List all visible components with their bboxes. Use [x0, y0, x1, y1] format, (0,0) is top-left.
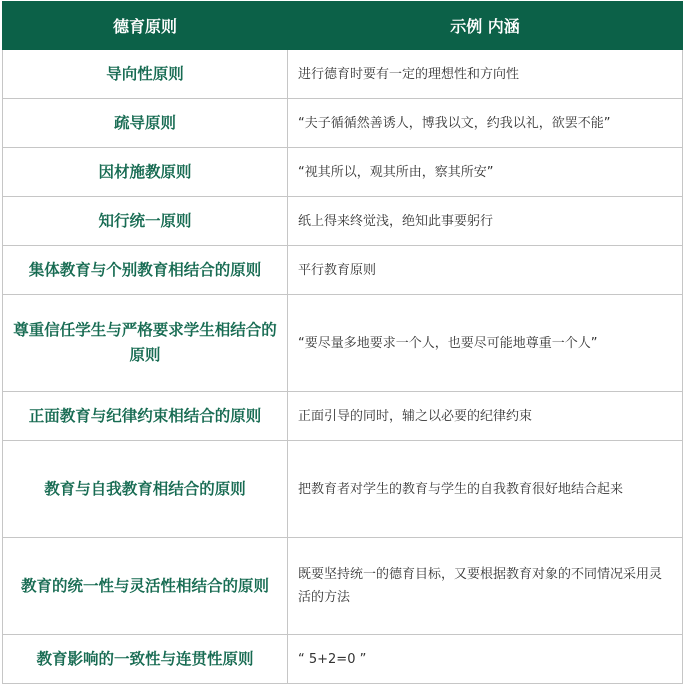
table-row [3, 441, 683, 538]
table-row [3, 246, 683, 295]
principle-cell: 疏导原则 [3, 99, 288, 148]
example-cell: 把教育者对学生的教育与学生的自我教育很好地结合起来 [288, 441, 683, 538]
table-row [3, 99, 683, 148]
principle-cell: 教育的统一性与灵活性相结合的原则 [3, 538, 288, 635]
principle-cell: 教育与自我教育相结合的原则 [3, 441, 288, 538]
table-row [3, 197, 683, 246]
principle-cell: 尊重信任学生与严格要求学生相结合的原则 [3, 295, 288, 392]
table-row [3, 635, 683, 684]
principle-cell: 导向性原则 [3, 50, 288, 99]
table-row [3, 295, 683, 392]
principle-cell: 教育影响的一致性与连贯性原则 [3, 635, 288, 684]
header-principle: 德育原则 [3, 2, 288, 50]
principle-cell: 集体教育与个别教育相结合的原则 [3, 246, 288, 295]
table-row [3, 392, 683, 441]
table-row [3, 538, 683, 635]
table-row [3, 148, 683, 197]
principle-cell: 因材施教原则 [3, 148, 288, 197]
example-cell: 正面引导的同时，辅之以必要的纪律约束 [288, 392, 683, 441]
table-header-row [3, 2, 683, 50]
principle-cell: 正面教育与纪律约束相结合的原则 [3, 392, 288, 441]
example-cell: “夫子循循然善诱人，博我以文，约我以礼，欲罢不能” [288, 99, 683, 148]
moral-education-principles-table [2, 1, 683, 684]
example-cell: 纸上得来终觉浅，绝知此事要躬行 [288, 197, 683, 246]
example-cell: “ 5+2=0 ” [288, 635, 683, 684]
table-row [3, 50, 683, 99]
example-cell: 既要坚持统一的德育目标，又要根据教育对象的不同情况采用灵活的方法 [288, 538, 683, 635]
header-example: 示例 内涵 [288, 2, 683, 50]
example-cell: “要尽量多地要求一个人，也要尽可能地尊重一个人” [288, 295, 683, 392]
principle-cell: 知行统一原则 [3, 197, 288, 246]
example-cell: “视其所以，观其所由，察其所安” [288, 148, 683, 197]
example-cell: 进行德育时要有一定的理想性和方向性 [288, 50, 683, 99]
example-cell: 平行教育原则 [288, 246, 683, 295]
